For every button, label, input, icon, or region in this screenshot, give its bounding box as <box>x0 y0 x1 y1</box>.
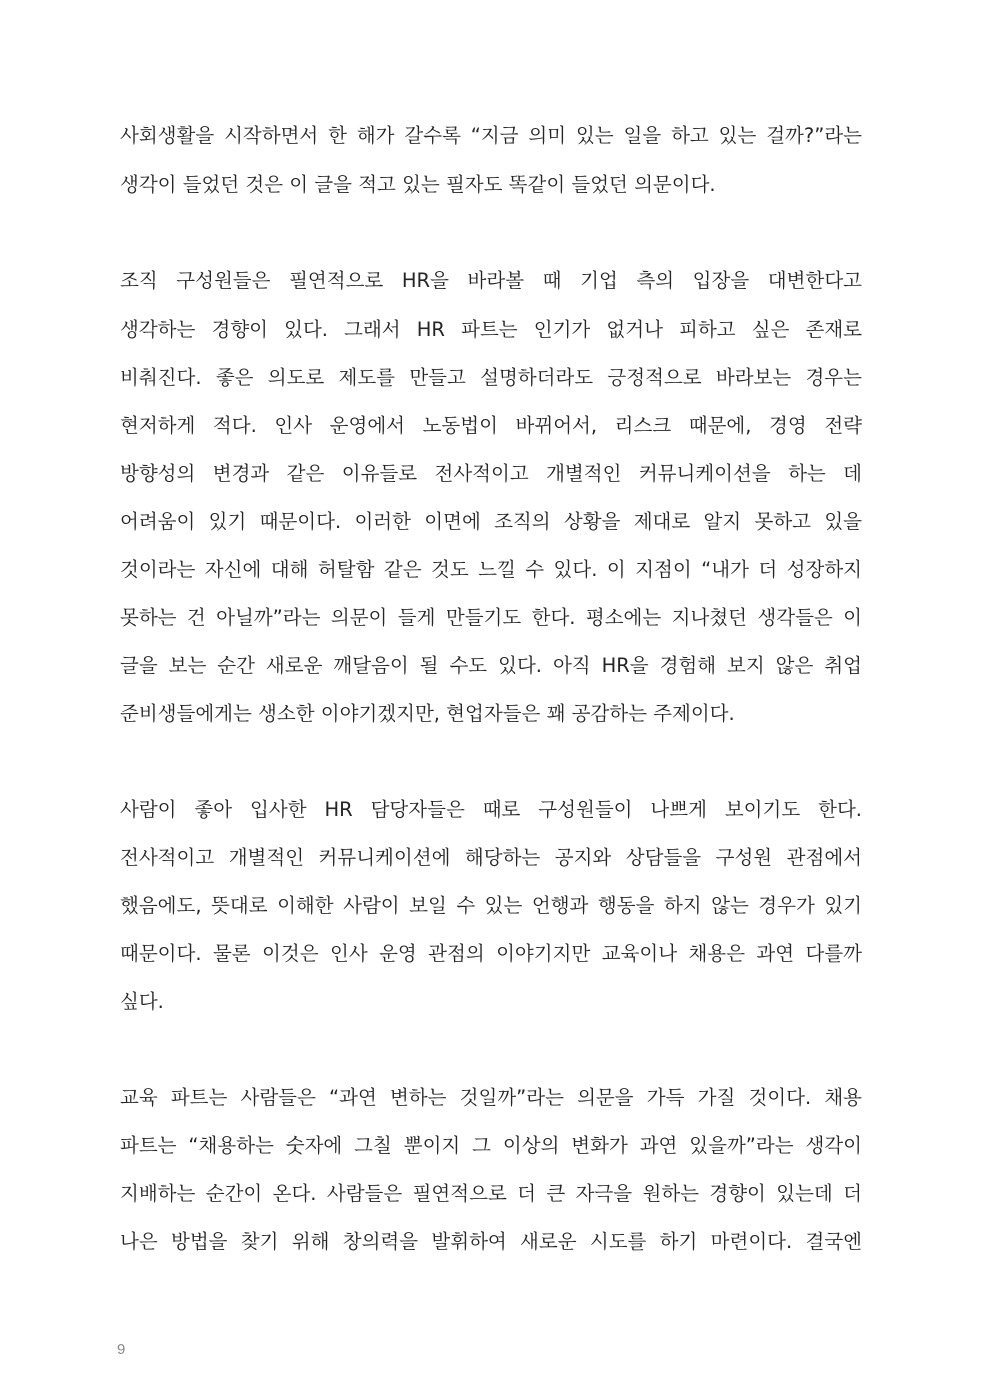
paragraph-3-line-3: 했음에도, 뜻대로 이해한 사람이 보일 수 있는 언행과 행동을 하지 않는 경우가 있기 <box>120 894 862 917</box>
page-number: 9 <box>117 1341 126 1358</box>
paragraph-1-line-2: 생각이 들었던 것은 이 글을 적고 있는 필자도 똑같이 들었던 의문이다. <box>120 173 716 196</box>
paragraph-2-line-6: 어려움이 있기 때문이다. 이러한 이면에 조직의 상황을 제대로 알지 못하고 있을 <box>120 510 862 533</box>
paragraph-2-line-7: 것이라는 자신에 대해 허탈함 같은 것도 느낄 수 있다. 이 지점이 “내가 더 성장하지 <box>120 558 862 581</box>
paragraph-4-line-4: 나은 방법을 찾기 위해 창의력을 발휘하여 새로운 시도를 하기 마련이다. 결국엔 <box>120 1230 862 1253</box>
paragraph-2-line-4: 현저하게 적다. 인사 운영에서 노동법이 바뀌어서, 리스크 때문에, 경영 전략 <box>120 414 862 437</box>
paragraph-3-line-4: 때문이다. 물론 이것은 인사 운영 관점의 이야기지만 교육이나 채용은 과연 다를까 <box>120 942 862 965</box>
paragraph-2-line-2: 생각하는 경향이 있다. 그래서 HR 파트는 인기가 없거나 피하고 싶은 존재로 <box>120 318 862 341</box>
paragraph-4-line-2: 파트는 “채용하는 숫자에 그칠 뿐이지 그 이상의 변화가 과연 있을까”라는 생각이 <box>120 1134 862 1157</box>
paragraph-3-line-1: 사람이 좋아 입사한 HR 담당자들은 때로 구성원들이 나쁘게 보이기도 한다. <box>120 798 862 821</box>
paragraph-2-line-1: 조직 구성원들은 필연적으로 HR을 바라볼 때 기업 측의 입장을 대변한다고 <box>120 269 862 292</box>
paragraph-2-line-9: 글을 보는 순간 새로운 깨달음이 될 수도 있다. 아직 HR을 경험해 보지 않은 취업 <box>120 654 862 677</box>
paragraph-4-line-1: 교육 파트는 사람들은 “과연 변하는 것일까”라는 의문을 가득 가질 것이다. 채용 <box>120 1086 862 1109</box>
paragraph-2-line-10: 준비생들에게는 생소한 이야기겠지만, 현업자들은 꽤 공감하는 주제이다. <box>120 702 735 725</box>
paragraph-4-line-3: 지배하는 순간이 온다. 사람들은 필연적으로 더 큰 자극을 원하는 경향이 있는데 더 <box>120 1182 862 1205</box>
paragraph-2-line-8: 못하는 건 아닐까”라는 의문이 들게 만들기도 한다. 평소에는 지나쳤던 생각들은 이 <box>120 606 862 629</box>
paragraph-1-line-1: 사회생활을 시작하면서 한 해가 갈수록 “지금 의미 있는 일을 하고 있는 걸까?”라는 <box>120 124 862 147</box>
paragraph-3-line-2: 전사적이고 개별적인 커뮤니케이션에 해당하는 공지와 상담들을 구성원 관점에서 <box>120 846 862 869</box>
paragraph-2-line-5: 방향성의 변경과 같은 이유들로 전사적이고 개별적인 커뮤니케이션을 하는 데 <box>120 462 862 485</box>
paragraph-2-line-3: 비춰진다. 좋은 의도로 제도를 만들고 설명하더라도 긍정적으로 바라보는 경우는 <box>120 366 862 389</box>
paragraph-3-line-5: 싶다. <box>120 990 164 1013</box>
